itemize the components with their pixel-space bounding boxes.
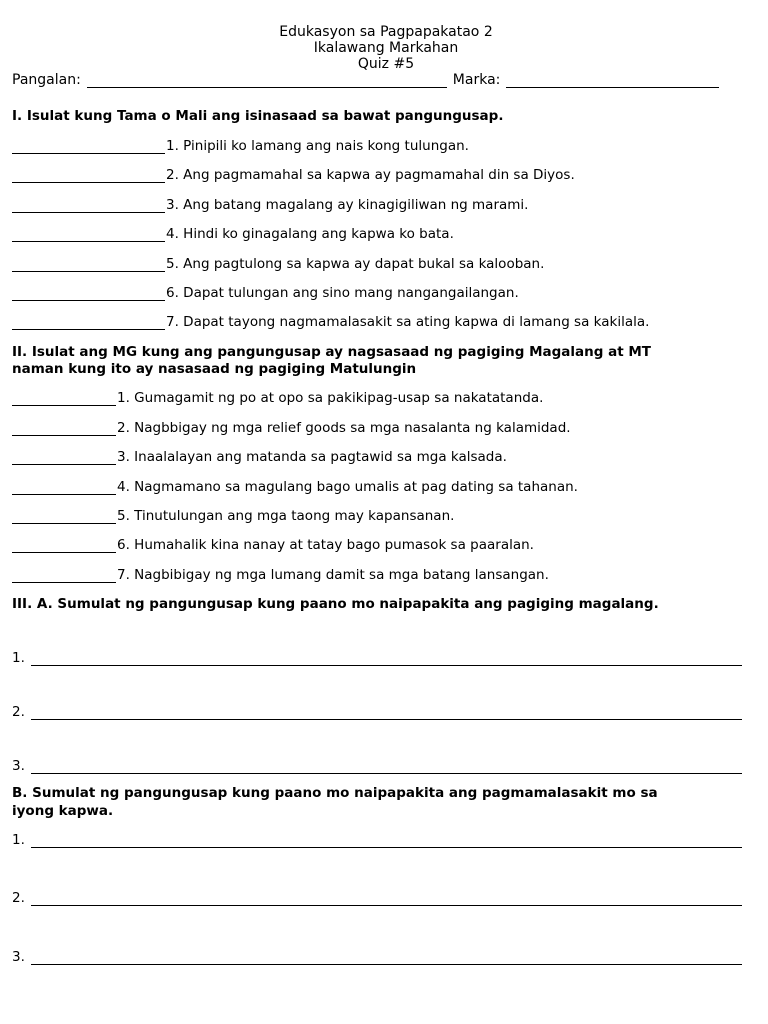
item-text: 5. Ang pagtulong sa kapwa ay dapat bukal sa kalooban. xyxy=(166,256,545,272)
answer-blank[interactable] xyxy=(12,392,116,406)
score-field[interactable] xyxy=(506,75,719,88)
item-text: 6. Humahalik kina nanay at tatay bago pumasok sa paaralan. xyxy=(117,537,534,553)
item-text: 4. Nagmamano sa magulang bago umalis at pag dating sa tahanan. xyxy=(117,479,578,495)
name-label: Pangalan: xyxy=(12,72,81,88)
write-line[interactable] xyxy=(31,837,742,848)
part3b-answer-line[interactable] xyxy=(12,832,742,848)
answer-blank[interactable] xyxy=(12,316,165,330)
line-number: 2. xyxy=(12,890,25,906)
item-text: 4. Hindi ko ginagalang ang kapwa ko bata. xyxy=(166,226,454,242)
part1-item xyxy=(12,314,649,330)
part2-title-line1: II. Isulat ang MG kung ang pangungusap ay nagsasaad ng pagiging Magalang at MT xyxy=(12,344,652,360)
answer-blank[interactable] xyxy=(12,140,165,154)
part2-item xyxy=(12,479,578,495)
part3b-title-line1: B. Sumulat ng pangungusap kung paano mo naipapakita ang pagmamalasakit mo sa xyxy=(12,785,658,801)
part3b-title-line2: iyong kapwa. xyxy=(12,803,114,819)
line-number: 3. xyxy=(12,949,25,965)
part1-title: I. Isulat kung Tama o Mali ang isinasaad sa bawat pangungusap. xyxy=(12,108,504,124)
item-text: 2. Ang pagmamahal sa kapwa ay pagmamahal din sa Diyos. xyxy=(166,167,575,183)
line-number: 2. xyxy=(12,704,25,720)
item-text: 7. Dapat tayong nagmamalasakit sa ating kapwa di lamang sa kakilala. xyxy=(166,314,650,330)
answer-blank[interactable] xyxy=(12,539,116,553)
part2-item xyxy=(12,537,534,553)
part3a-answer-line[interactable] xyxy=(12,650,742,666)
item-text: 1. Gumagamit ng po at opo sa pakikipag-usap sa nakatatanda. xyxy=(117,390,544,406)
answer-blank[interactable] xyxy=(12,451,116,465)
part2-item xyxy=(12,567,549,583)
part2-item xyxy=(12,390,543,406)
write-line[interactable] xyxy=(31,954,742,965)
answer-blank[interactable] xyxy=(12,169,165,183)
part1-item xyxy=(12,197,528,213)
part3a-answer-line[interactable] xyxy=(12,758,742,774)
answer-blank[interactable] xyxy=(12,481,116,495)
answer-blank[interactable] xyxy=(12,287,165,301)
part1-item xyxy=(12,167,575,183)
part1-item xyxy=(12,256,544,272)
item-text: 7. Nagbibigay ng mga lumang damit sa mga batang lansangan. xyxy=(117,567,549,583)
quiz-title: Quiz #5 xyxy=(357,56,415,72)
write-line[interactable] xyxy=(31,655,742,666)
item-text: 6. Dapat tulungan ang sino mang nangangailangan. xyxy=(166,285,519,301)
line-number: 3. xyxy=(12,758,25,774)
answer-blank[interactable] xyxy=(12,510,116,524)
part3a-title: III. A. Sumulat ng pangungusap kung paano mo naipapakita ang pagiging magalang. xyxy=(12,596,659,612)
item-text: 2. Nagbbigay ng mga relief goods sa mga nasalanta ng kalamidad. xyxy=(117,420,571,436)
line-number: 1. xyxy=(12,832,25,848)
part2-item xyxy=(12,449,507,465)
part2-item xyxy=(12,420,571,436)
item-text: 1. Pinipili ko lamang ang nais kong tulungan. xyxy=(166,138,469,154)
answer-blank[interactable] xyxy=(12,199,165,213)
item-text: 5. Tinutulungan ang mga taong may kapansanan. xyxy=(117,508,455,524)
part1-item xyxy=(12,138,469,154)
part2-item xyxy=(12,508,454,524)
part3b-answer-line[interactable] xyxy=(12,949,742,965)
subject-title: Edukasyon sa Pagpapakatao 2 xyxy=(279,24,493,40)
quarter-title: Ikalawang Markahan xyxy=(313,40,459,56)
part2-title-line2: naman kung ito ay nasasaad ng pagiging Matulungin xyxy=(12,361,417,377)
part1-item xyxy=(12,285,519,301)
item-text: 3. Ang batang magalang ay kinagigiliwan ng marami. xyxy=(166,197,529,213)
score-label: Marka: xyxy=(452,72,501,88)
part3a-answer-line[interactable] xyxy=(12,704,742,720)
answer-blank[interactable] xyxy=(12,422,116,436)
write-line[interactable] xyxy=(31,895,742,906)
name-field[interactable] xyxy=(87,75,447,88)
write-line[interactable] xyxy=(31,709,742,720)
answer-blank[interactable] xyxy=(12,258,165,272)
answer-blank[interactable] xyxy=(12,228,165,242)
answer-blank[interactable] xyxy=(12,569,116,583)
item-text: 3. Inaalalayan ang matanda sa pagtawid sa mga kalsada. xyxy=(117,449,507,465)
name-score-row xyxy=(12,72,719,88)
write-line[interactable] xyxy=(31,763,742,774)
line-number: 1. xyxy=(12,650,25,666)
part3b-answer-line[interactable] xyxy=(12,890,742,906)
part1-item xyxy=(12,226,454,242)
